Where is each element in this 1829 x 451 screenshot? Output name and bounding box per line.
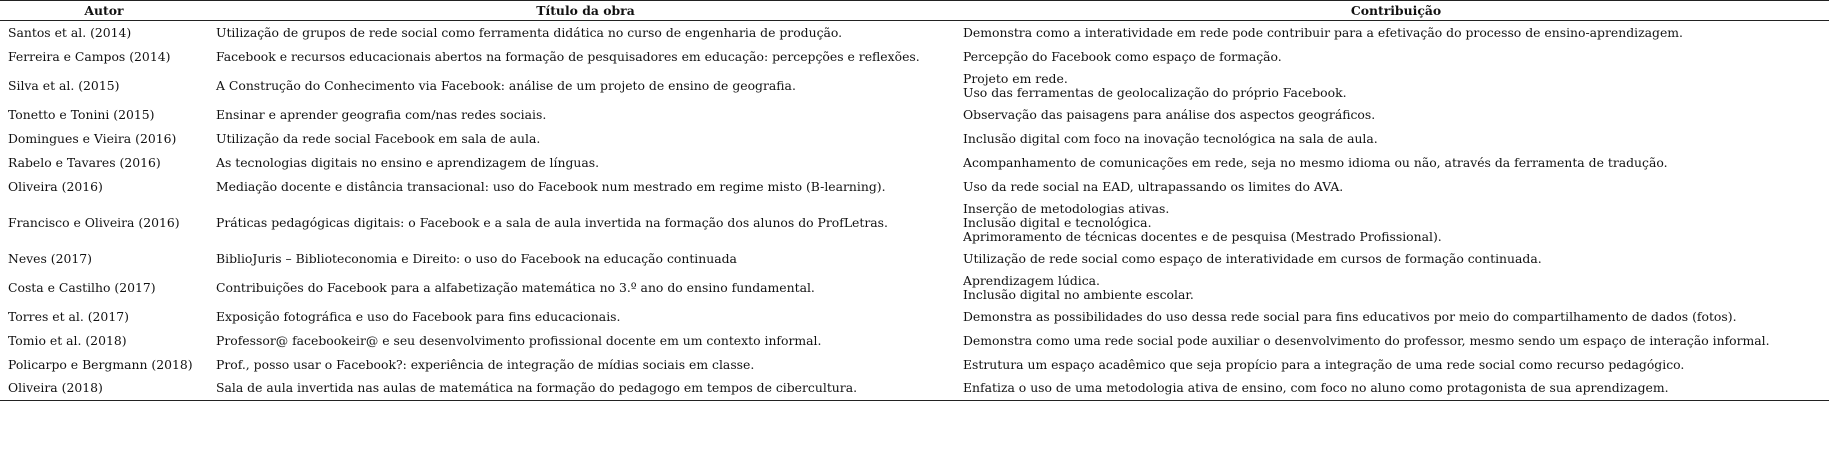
table-body bbox=[0, 21, 1829, 401]
cell-autor: Torres et al. (2017) bbox=[8, 308, 129, 324]
cell-contribuicao bbox=[963, 175, 1829, 199]
contribuicao-line: Inclusão digital e tecnológica. bbox=[963, 214, 1152, 230]
cell-contribuicao bbox=[963, 329, 1829, 353]
table-row bbox=[0, 127, 1829, 151]
cell-autor: Francisco e Oliveira (2016) bbox=[8, 214, 180, 230]
cell-autor: Silva et al. (2015) bbox=[8, 77, 120, 93]
cell-contribuicao bbox=[963, 271, 1829, 305]
table-row bbox=[0, 271, 1829, 305]
cell-autor: Ferreira e Campos (2014) bbox=[8, 48, 171, 64]
contribuicao-line: Uso da rede social na EAD, ultrapassando os limites do AVA. bbox=[963, 178, 1344, 194]
table-row bbox=[0, 353, 1829, 377]
cell-titulo: As tecnologias digitais no ensino e aprendizagem de línguas. bbox=[216, 154, 600, 170]
cell-autor: Oliveira (2018) bbox=[0, 377, 208, 401]
cell-titulo: Exposição fotográfica e uso do Facebook para fins educacionais. bbox=[216, 308, 621, 324]
cell-contribuicao bbox=[963, 21, 1829, 45]
table-row bbox=[0, 21, 1829, 45]
cell-autor: Santos et al. (2014) bbox=[8, 24, 132, 40]
cell-titulo: Professor@ facebookeir@ e seu desenvolvimento profissional docente em um contexto informal. bbox=[216, 332, 822, 348]
cell-autor: Oliveira (2016) bbox=[8, 178, 103, 194]
cell-autor: Neves (2017) bbox=[8, 250, 93, 266]
cell-titulo: Ensinar e aprender geografia com/nas redes sociais. bbox=[216, 106, 547, 122]
cell-contribuicao bbox=[963, 247, 1829, 271]
table-row bbox=[0, 305, 1829, 329]
contribuicao-line: Demonstra as possibilidades do uso dessa rede social para fins educativos por meio do compartilhamento de dados (fotos). bbox=[963, 308, 1737, 324]
contribuicao-line: Aprendizagem lúdica. bbox=[963, 272, 1100, 288]
contribuicao-line: Inclusão digital com foco na inovação tecnológica na sala de aula. bbox=[963, 130, 1378, 146]
contribuicao-line: Inserção de metodologias ativas. bbox=[963, 200, 1170, 216]
cell-contribuicao bbox=[963, 199, 1829, 247]
table-row bbox=[0, 151, 1829, 175]
contribuicao-line: Estrutura um espaço acadêmico que seja propício para a integração de uma rede social como recurso pedagógico. bbox=[963, 356, 1685, 372]
cell-contribuicao bbox=[963, 151, 1829, 175]
cell-autor: Tonetto e Tonini (2015) bbox=[8, 106, 155, 122]
cell-titulo: Utilização da rede social Facebook em sala de aula. bbox=[216, 130, 541, 146]
contribuicao-line: Utilização de rede social como espaço de interatividade em cursos de formação continuada. bbox=[963, 250, 1542, 266]
contribuicao-line: Demonstra como a interatividade em rede pode contribuir para a efetivação do processo de ensino-aprendizagem. bbox=[963, 24, 1683, 40]
contribuicao-line: Projeto em rede. bbox=[963, 70, 1068, 86]
table-row bbox=[0, 247, 1829, 271]
contribuicao-line: Inclusão digital no ambiente escolar. bbox=[963, 286, 1194, 302]
cell-titulo: Prof., posso usar o Facebook?: experiência de integração de mídias sociais em classe. bbox=[216, 356, 755, 372]
cell-titulo: Sala de aula invertida nas aulas de matemática na formação do pedagogo em tempos de cibercultura. bbox=[208, 377, 963, 401]
cell-contribuicao bbox=[963, 69, 1829, 103]
contribuicao-line: Percepção do Facebook como espaço de formação. bbox=[963, 48, 1282, 64]
table-row bbox=[0, 103, 1829, 127]
cell-autor: Domingues e Vieira (2016) bbox=[8, 130, 177, 146]
contribuicao-line: Observação das paisagens para análise dos aspectos geográficos. bbox=[963, 106, 1376, 122]
contribuicao-line: Enfatiza o uso de uma metodologia ativa de ensino, com foco no aluno como protagonista de sua aprendizagem. bbox=[963, 380, 1669, 396]
cell-titulo: Mediação docente e distância transacional: uso do Facebook num mestrado em regime misto (B-learning). bbox=[216, 178, 886, 194]
cell-titulo: BiblioJuris – Biblioteconomia e Direito: o uso do Facebook na educação continuada bbox=[216, 250, 737, 266]
header-contribuicao: Contribuição bbox=[963, 1, 1829, 21]
cell-contribuicao bbox=[963, 305, 1829, 329]
cell-autor: Rabelo e Tavares (2016) bbox=[8, 154, 161, 170]
cell-contribuicao bbox=[963, 103, 1829, 127]
header-autor: Autor bbox=[0, 1, 208, 21]
cell-titulo: Utilização de grupos de rede social como ferramenta didática no curso de engenharia de produção. bbox=[216, 24, 843, 40]
cell-autor: Policarpo e Bergmann (2018) bbox=[8, 356, 193, 372]
table-row bbox=[0, 377, 1829, 401]
table-row bbox=[0, 329, 1829, 353]
contribuicao-line: Demonstra como uma rede social pode auxiliar o desenvolvimento do professor, mesmo sendo um espaço de interação informal. bbox=[963, 332, 1770, 348]
cell-contribuicao bbox=[963, 127, 1829, 151]
table-row bbox=[0, 175, 1829, 199]
contribuicao-line: Acompanhamento de comunicações em rede, seja no mesmo idioma ou não, através da ferramenta de tradução. bbox=[963, 154, 1668, 170]
cell-contribuicao bbox=[963, 353, 1829, 377]
cell-titulo: Práticas pedagógicas digitais: o Facebook e a sala de aula invertida na formação dos alunos do ProfLetras. bbox=[216, 214, 888, 230]
cell-contribuicao bbox=[963, 45, 1829, 69]
cell-autor: Costa e Castilho (2017) bbox=[8, 279, 156, 295]
contribuicao-line: Uso das ferramentas de geolocalização do próprio Facebook. bbox=[963, 84, 1347, 100]
table-row bbox=[0, 69, 1829, 103]
table-header-row bbox=[0, 1, 1829, 21]
table-row bbox=[0, 45, 1829, 69]
header-titulo: Título da obra bbox=[208, 1, 963, 21]
contribuicao-line: Aprimoramento de técnicas docentes e de pesquisa (Mestrado Profissional). bbox=[963, 228, 1442, 244]
cell-titulo: Facebook e recursos educacionais abertos na formação de pesquisadores em educação: percepções e reflexões. bbox=[216, 48, 920, 64]
cell-autor: Tomio et al. (2018) bbox=[8, 332, 127, 348]
cell-titulo: A Construção do Conhecimento via Facebook: análise de um projeto de ensino de geografia. bbox=[216, 77, 796, 93]
cell-contribuicao bbox=[963, 377, 1829, 401]
cell-titulo: Contribuições do Facebook para a alfabetização matemática no 3.º ano do ensino fundamental. bbox=[216, 279, 815, 295]
table-row bbox=[0, 199, 1829, 247]
